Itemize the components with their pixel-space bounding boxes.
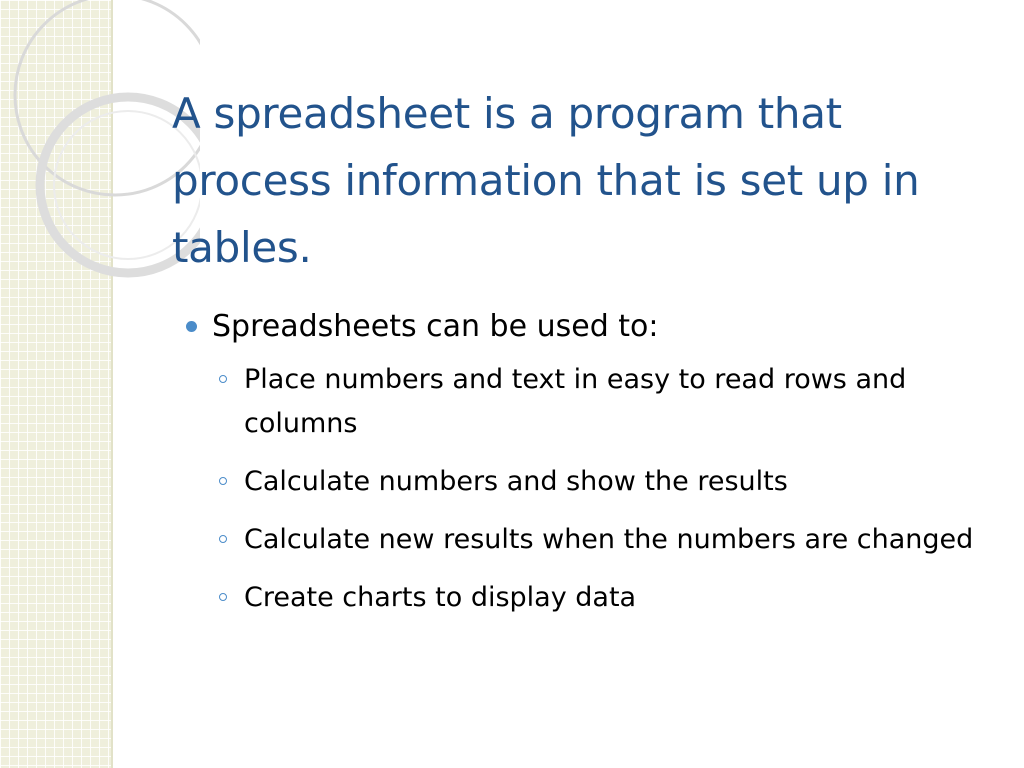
sub-bullet-text: Calculate new results when the numbers are changed	[244, 524, 974, 555]
sub-bullet-item	[186, 518, 986, 562]
side-grid-band	[0, 0, 113, 768]
sub-bullet-item	[186, 358, 986, 446]
slide-body	[186, 302, 986, 634]
sub-bullet-item	[186, 460, 986, 504]
slide-title: A spreadsheet is a program that process information that is set up in tables.	[172, 89, 920, 272]
sub-bullet-ring-icon	[219, 375, 227, 383]
bullet-item	[186, 302, 986, 352]
sub-bullet-text: Place numbers and text in easy to read rows and columns	[244, 364, 907, 439]
sub-bullet-ring-icon	[219, 593, 227, 601]
sub-bullet-text: Create charts to display data	[244, 582, 637, 613]
bullet-text: Spreadsheets can be used to:	[212, 309, 659, 344]
sub-bullet-item	[186, 576, 986, 620]
sub-bullet-ring-icon	[219, 535, 227, 543]
bullet-dot-icon	[186, 321, 197, 332]
sub-bullet-text: Calculate numbers and show the results	[244, 466, 788, 497]
sub-bullet-ring-icon	[219, 477, 227, 485]
